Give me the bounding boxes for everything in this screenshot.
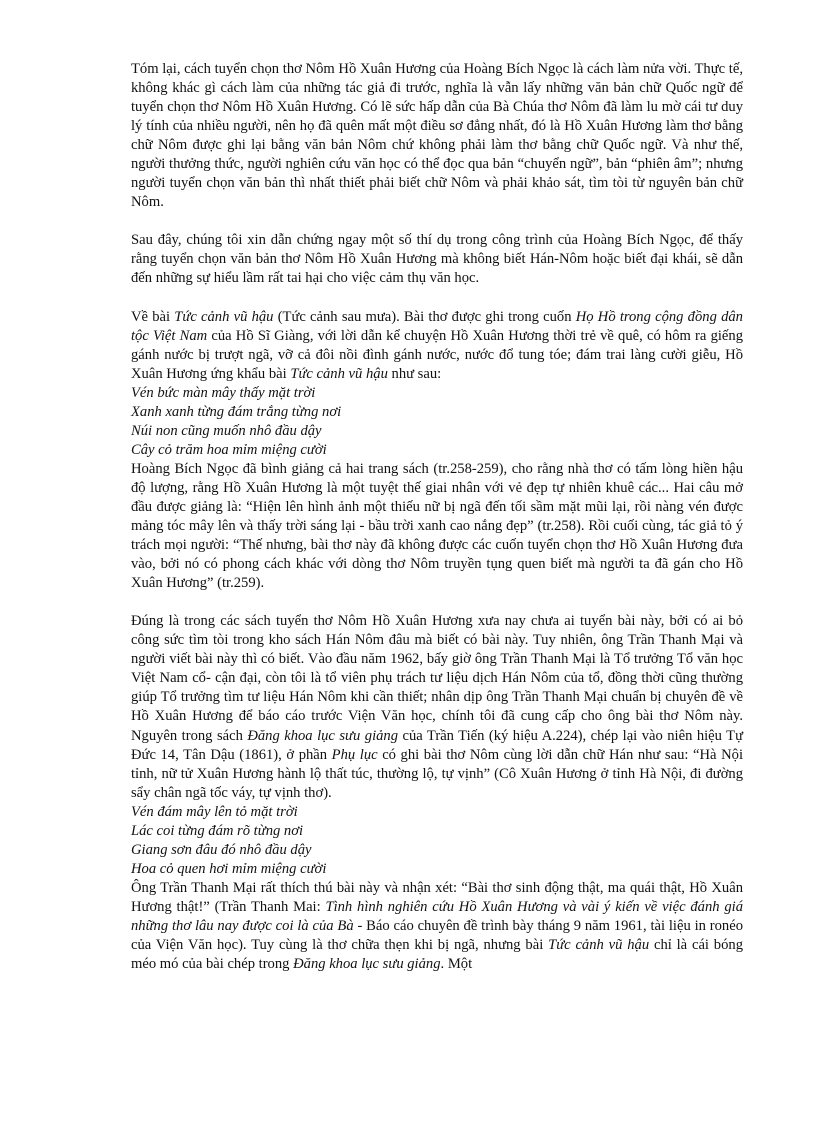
poem-line: Cây cỏ trăm hoa mỉm miệng cười [131,441,327,458]
book-title: Họ Hồ trong cộng đồng dân tộc Việt Nam [131,308,743,344]
document-page [131,60,743,974]
text-run: như sau: [387,365,442,382]
report-title: Tình hình nghiên cứu Hồ Xuân Hương và vài ý kiến về việc đánh giá những thơ lâu nay được coi là của Bà [131,898,743,934]
text-run: chỉ là cái bóng méo mó của bài chép trong [131,937,743,973]
book-title: Đăng khoa lục sưu giảng [293,956,441,973]
poem-line: Hoa cỏ quen hơi mỉm miệng cười [131,860,327,877]
poem-block-2 [131,803,743,879]
paragraph-gap [131,593,743,612]
paragraph-commentary: Hoàng Bích Ngọc đã bình giảng cả hai trang sách (tr.258-259), cho rằng nhà thơ có tấm lòng hiền hậu độ lượng, rằng Hồ Xuân Hương là một tuyệt thế giai nhân với vẻ đẹp tự nhiên khuê các... Hai câu mở đầu được giảng là: “Hiện lên hình ảnh một thiếu nữ bị ngã đến tối sầm mặt mũi lại, rồi nàng vén được mảng tóc mây lên và thấy trời sáng lại - bầu trời xanh cao nắng đẹp” (tr.258). Rồi cuối cùng, tác giả tỏ ý trách mọi người: “Thế nhưng, bài thơ này đã không được các cuốn tuyển chọn thơ Hồ Xuân Hương đưa vào, bởi nó có phong cách khác với dòng thơ Nôm truyền tụng quen biết mà người ta đã gán cho Hồ Xuân Hương” (tr.259). [131,460,743,592]
poem-line: Vén bức màn mây thấy mặt trời [131,384,316,401]
paragraph-source-history [131,612,743,802]
poem-line: Giang sơn đâu đó nhô đầu dậy [131,841,312,858]
section-title: Phụ lục [331,746,378,763]
poem-line: Núi non cũng muốn nhô đầu dậy [131,422,322,439]
poem-line: Lác coi từng đám rõ từng nơi [131,822,304,839]
text-run: của Trần Tiến (ký hiệu A.224), chép lại vào niên hiệu Tự Đức 14, Tân Dậu (1861), ở phần [131,727,743,763]
text-run: Đúng là trong các sách tuyển thơ Nôm Hồ Xuân Hương xưa nay chưa ai tuyển bài này, bởi có ai bỏ công sức tìm tòi trong kho sách Hán Nôm đâu mà biết có bài này. Tuy nhiên, ông Trần Thanh Mại và người viết bài này thì có biết. Vào đầu năm 1962, bấy giờ ông Trần Thanh Mại là Tổ trưởng Tổ văn học Việt Nam cổ- cận đại, còn tôi là tổ viên phụ trách tư liệu dịch Hán Nôm của tổ, đồng thời cũng thường giúp Tổ trưởng tìm tư liệu Hán Nôm khi cần thiết; nhân dịp ông Trần Thanh Mại chuẩn bị chuyên đề về Hồ Xuân Hương để báo cáo trước Viện Văn học, chính tôi đã cung cấp cho ông bài thơ Nôm này. Nguyên trong sách [131,613,743,744]
poem-title: Tức cảnh vũ hậu [174,308,274,325]
text-run: Về bài [131,308,175,325]
text-run: của Hồ Sĩ Giàng, với lời dẫn kể chuyện Hồ Xuân Hương thời trẻ về quê, có hôm ra giếng gánh nước bị trượt ngã, vỡ cả đôi nồi đình gánh nước, nước đổ tung tóe; đám trai làng cười giễu, Hồ Xuân Hương ứng khẩu bài [131,327,743,382]
paragraph-tuc-canh-vu-hau [131,308,743,384]
text-run: - Báo cáo chuyên đề trình bày tháng 9 năm 1961, tài liệu in ronéo của Viện Văn học). Tuy cùng là thơ chữa thẹn khi bị ngã, nhưng bài [131,917,743,954]
book-title: Đăng khoa lục sưu giảng [247,727,399,744]
poem-line: Vén đám mây lên tỏ mặt trời [131,803,298,820]
poem-line: Xanh xanh từng đám trắng từng nơi [131,403,342,420]
text-run: Ông Trần Thanh Mại rất thích thú bài này và nhận xét: “Bài thơ sinh động thật, ma quái thật, Hồ Xuân Hương thật!” (Trần Thanh Mai: [131,879,743,915]
text-run: (Tức cảnh sau mưa). Bài thơ được ghi trong cuốn [273,308,576,325]
paragraph-gap [131,212,743,231]
poem-title: Tức cảnh vũ hậu [290,365,388,382]
paragraph-examples-intro: Sau đây, chúng tôi xin dẫn chứng ngay một số thí dụ trong công trình của Hoàng Bích Ngọc, để thấy rằng tuyển chọn văn bản thơ Nôm Hồ Xuân Hương mà không biết Hán-Nôm hoặc biết đại khái, sẽ dẫn đến những sự hiểu lầm rất tai hại cho việc cảm thụ văn học. [131,232,743,287]
paragraph-gap [131,289,743,308]
text-run: . Một [440,956,473,973]
paragraph-tran-thanh-mai [131,879,743,974]
text-run: có ghi bài thơ Nôm cùng lời dẫn chữ Hán như sau: “Hà Nội tỉnh, nữ tử Xuân Hương hành lộ thất túc, thường lộ, tự vịnh” (Cô Xuân Hương ở tỉnh Hà Nội, đi đường sẩy chân ngã tốc váy, tự vịnh thơ). [131,746,743,801]
poem-title: Tức cảnh vũ hậu [548,937,650,954]
paragraph-summary: Tóm lại, cách tuyển chọn thơ Nôm Hồ Xuân Hương của Hoàng Bích Ngọc là cách làm nửa vời. Thực tế, không khác gì cách làm của những tác giả đi trước, nghĩa là vẫn lấy những văn bản chữ Quốc ngữ để tuyển chọn thơ Nôm Hồ Xuân Hương. Có lẽ sức hấp dẫn của Bà Chúa thơ Nôm đã làm lu mờ cái tư duy lý tính của nhiều người, nên họ đã quên mất một điều sơ đẳng nhất, đó là Hồ Xuân Hương làm thơ bằng chữ Nôm được ghi lại bằng văn bản Nôm chứ không phải làm thơ bằng chữ Quốc ngữ. Và như thế, người thưởng thức, người nghiên cứu văn học có thể đọc qua bản “chuyển ngữ”, bản “phiên âm”; nhưng người tuyển chọn văn bản thì nhất thiết phải biết chữ Nôm và phải khảo sát, tìm tòi từ nguyên bản chữ Nôm. [131,61,743,211]
poem-block-1 [131,384,743,460]
